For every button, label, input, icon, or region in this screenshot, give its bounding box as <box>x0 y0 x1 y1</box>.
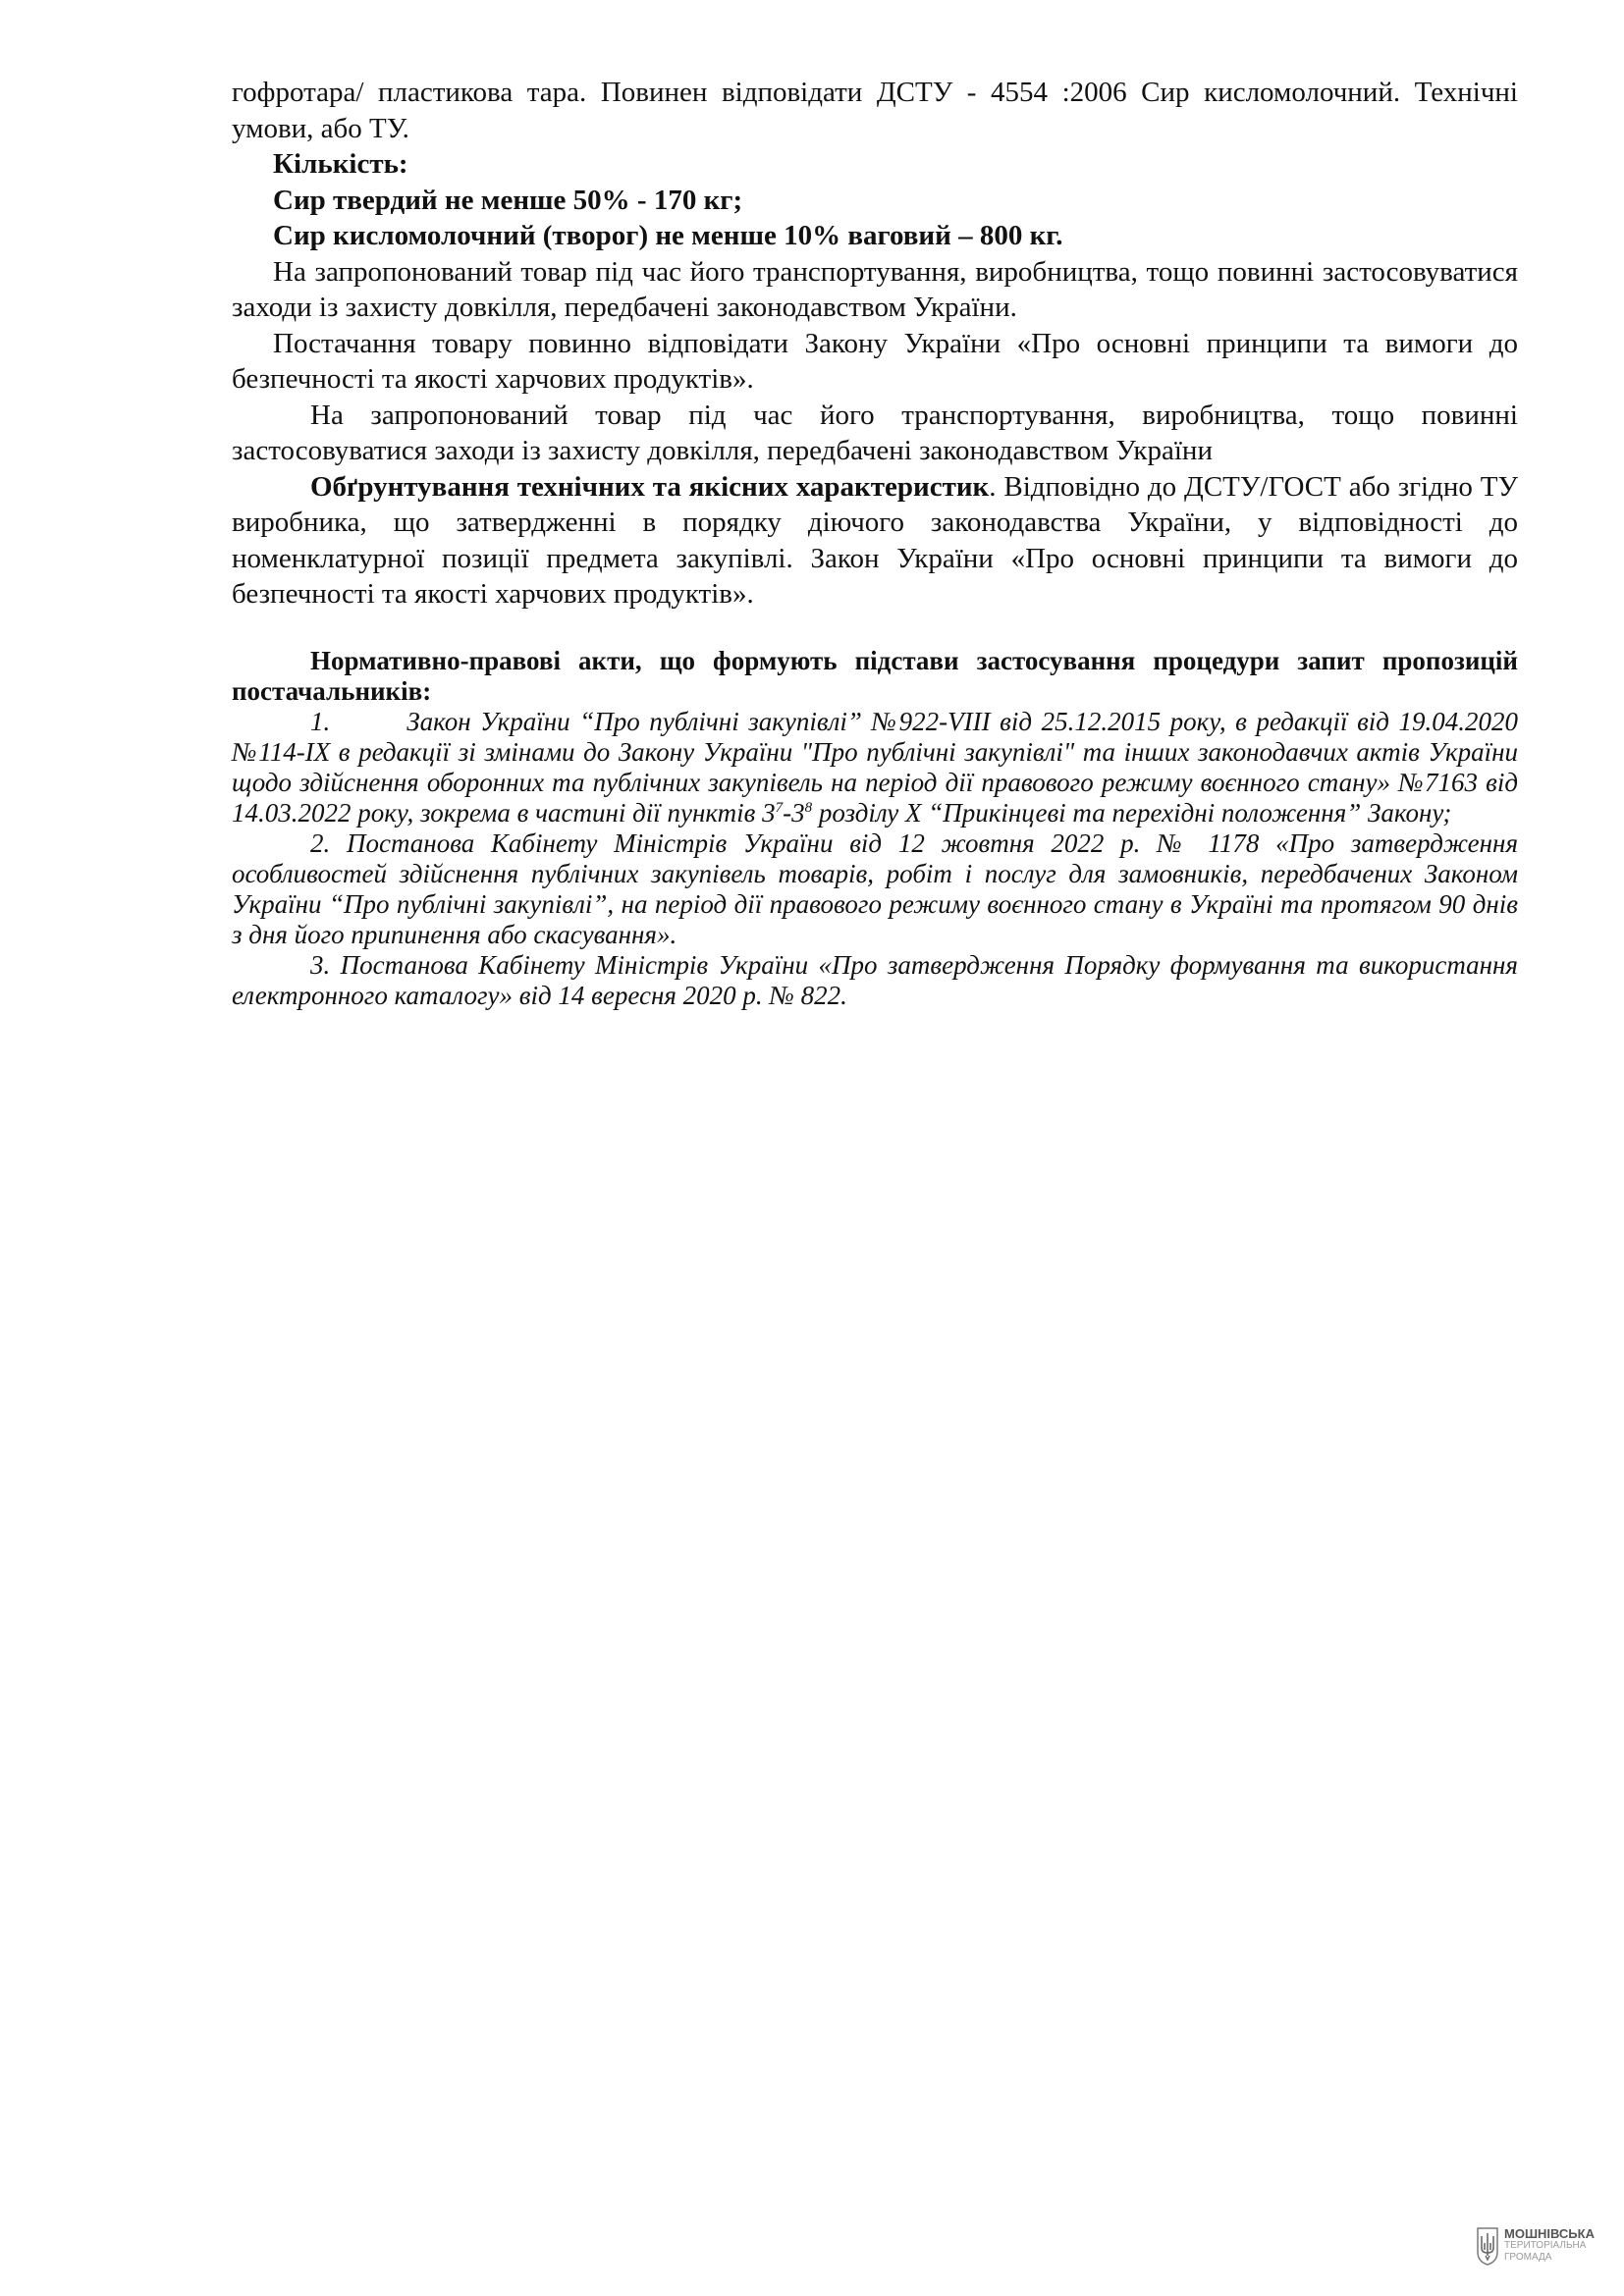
environment-paragraph-repeat: На запропонований товар під час його транспортування, виробництва, тощо повинні застосовуватися заходи із захисту довкілля, передбачені законодавством України <box>232 399 1518 466</box>
logo-line-1: МОШНІВСЬКА <box>1504 2226 1595 2241</box>
normative-item-3: 3. Постанова Кабінету Міністрів України «Про затвердження Порядку формування та використання електронного каталогу» від 14 вересня 2020 р. № 822. <box>232 949 1518 1010</box>
trident-emblem-icon <box>1476 2226 1499 2266</box>
community-logo <box>1476 2226 1595 2266</box>
item-1-text-c: розділу X “Прикінцеві та перехідні положення” Закону; <box>812 797 1452 828</box>
document-page <box>232 75 1518 1011</box>
superscript: 8 <box>804 799 813 816</box>
packaging-paragraph: гофротара/ пластикова тара. Повинен відповідати ДСТУ - 4554 :2006 Сир кисломолочний. Технічні умови, або ТУ. <box>232 77 1518 144</box>
quantity-hard-cheese: Сир твердий не менше 50% - 170 кг; <box>273 184 743 216</box>
item-number: 1. <box>310 706 331 736</box>
normative-item-2: 2. Постанова Кабінету Міністрів України від 12 жовтня 2022 р. № 1178 «Про затвердження особливостей здійснення публічних закупівель товарів, робіт і послуг для замовників, передбачених Законом України “Про публічні закупівлі”, на період дії правового режиму воєнного стану в Україні та протягом 90 днів з дня його припинення або скасування». <box>232 828 1518 949</box>
logo-line-3: ГРОМАДА <box>1504 2252 1552 2263</box>
justification-title: Обґрунтування технічних та якісних характеристик <box>310 470 990 503</box>
justification-paragraph <box>232 469 1518 613</box>
quantity-label: Кількість: <box>273 148 408 180</box>
item-1-text-b: -3 <box>783 797 805 828</box>
environment-paragraph: На запропонований товар під час його транспортування, виробництва, тощо повинні застосовуватися заходи із захисту довкілля, передбачені законодавством України. <box>232 255 1518 323</box>
normative-acts-heading: Нормативно-правові акти, що формують підстави застосування процедури запит пропозицій постачальників: <box>232 645 1518 706</box>
item-1-text-a: Закон України “Про публічні закупівлі” №922-VIII від 25.12.2015 року, в редакції від 19.04.2020 №114-IX в редакції зі змінами до Закону України "Про публічні закупівлі" та інших законодавчих актів України щодо здійснення оборонних та публічних закупівель на період дії правового режиму воєнного стану» №7163 від 14.03.2022 року, зокрема в частині дії пунктів 3 <box>232 706 1518 828</box>
normative-item-1 <box>232 707 1518 828</box>
supply-law-paragraph: Постачання товару повинно відповідати Закону України «Про основні принципи та вимоги до безпечності та якості харчових продуктів». <box>232 327 1518 395</box>
superscript: 7 <box>775 799 784 816</box>
justification-text: . Відповідно до ДСТУ/ГОСТ або згідно ТУ виробника, що затвердженні в порядку діючого законодавства України, у відповідності до номенклатурної позиції предмета закупівлі. Закон України «Про основні принципи та вимоги до безпечності та якості харчових продуктів». <box>232 470 1518 610</box>
logo-line-2: ТЕРИТОРІАЛЬНА <box>1504 2240 1587 2251</box>
quantity-cottage-cheese: Сир кисломолочний (творог) не менше 10% ваговий – 800 кг. <box>273 220 1063 251</box>
